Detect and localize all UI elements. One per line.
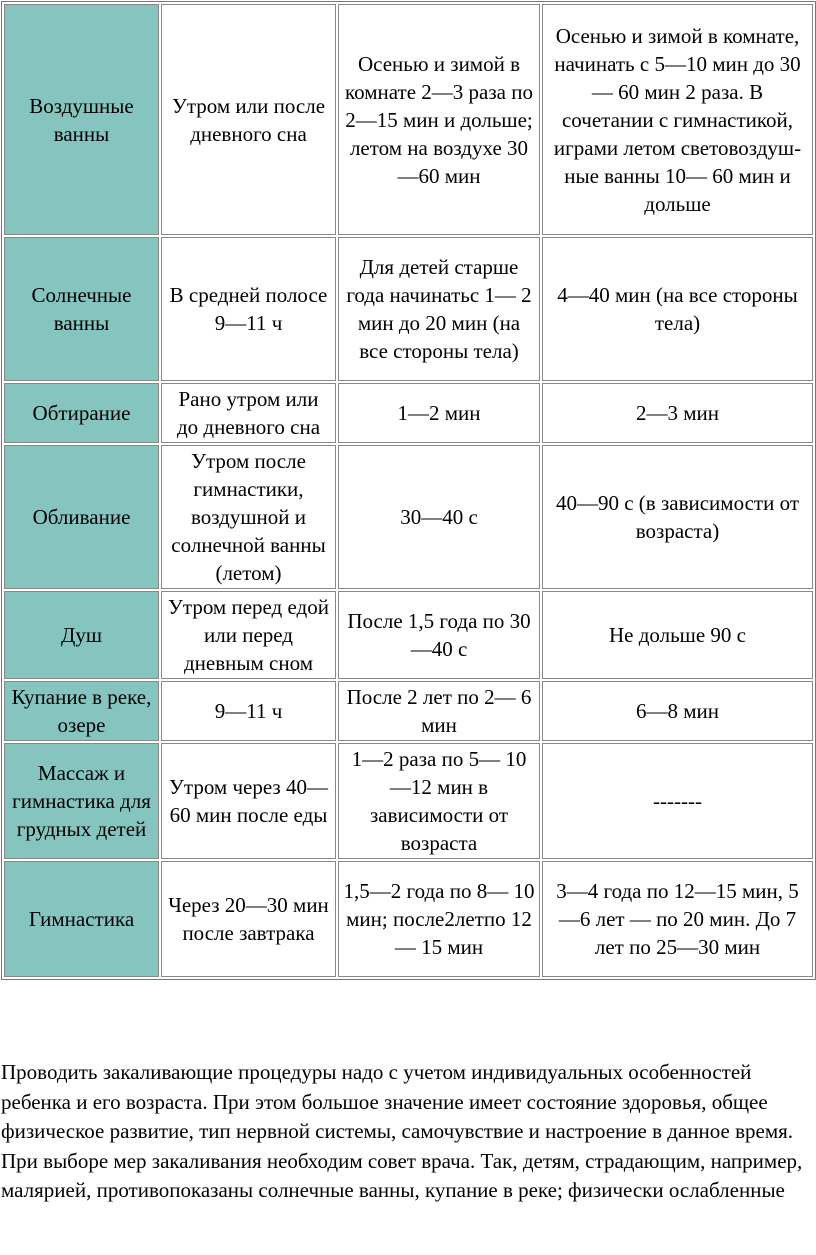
procedure-young-cell: После 1,5 года по 30—40 с xyxy=(338,591,540,679)
procedure-time-cell: Рано утром или до дневного сна xyxy=(161,383,336,443)
procedure-older-cell: 2—3 мин xyxy=(542,383,813,443)
procedure-time-cell: В средней полосе 9—11 ч xyxy=(161,237,336,381)
procedure-name-cell: Воздушные ванны xyxy=(4,4,159,235)
body-text xyxy=(1,1058,813,1206)
table-row xyxy=(4,861,813,977)
table-row xyxy=(4,681,813,741)
table-row xyxy=(4,445,813,589)
table-row xyxy=(4,4,813,235)
procedure-name-cell: Обтирание xyxy=(4,383,159,443)
procedure-older-cell: 4—40 мин (на все стороны тела) xyxy=(542,237,813,381)
procedure-young-cell: Осенью и зимой в комнате 2—3 раза по 2—15 мин и дольше; летом на воздухе 30—60 мин xyxy=(338,4,540,235)
procedure-young-cell: 1—2 раза по 5— 10—12 мин в зависимости от возраста xyxy=(338,743,540,859)
procedure-older-cell: 6—8 мин xyxy=(542,681,813,741)
procedure-young-cell: 1,5—2 года по 8— 10 мин; после2летпо 12— 15 мин xyxy=(338,861,540,977)
procedure-name-cell: Солнечные ванны xyxy=(4,237,159,381)
procedure-older-cell: Не дольше 90 с xyxy=(542,591,813,679)
procedure-time-cell: Через 20—30 мин после завтрака xyxy=(161,861,336,977)
table-row xyxy=(4,743,813,859)
procedure-name-cell: Гимнастика xyxy=(4,861,159,977)
body-paragraph: Проводить закаливающие процедуры надо с учетом индивидуальных особенностей ребенка и его возраста. При этом большое значение имеет состояние здоровья, общее физическое развитие, тип нервной системы, самочувствие и настроение в данное время. При выборе мер закаливания необходим совет врача. Так, детям, страдающим, например, малярией, противопоказаны солнечные ванны, купание в реке; физически ослабленные xyxy=(1,1060,803,1203)
hardening-procedures-table xyxy=(1,1,816,980)
procedure-older-cell: 40—90 с (в зависимости от возраста) xyxy=(542,445,813,589)
procedure-young-cell: Для детей старше года начинатьс 1— 2 мин до 20 мин (на все стороны тела) xyxy=(338,237,540,381)
procedure-name-cell: Массаж и гимнастика для грудных детей xyxy=(4,743,159,859)
procedure-older-cell: 3—4 года по 12—15 мин, 5—6 лет — по 20 мин. До 7 лет по 25—30 мин xyxy=(542,861,813,977)
procedure-time-cell: 9—11 ч xyxy=(161,681,336,741)
procedure-young-cell: 1—2 мин xyxy=(338,383,540,443)
table-row xyxy=(4,383,813,443)
procedure-young-cell: 30—40 с xyxy=(338,445,540,589)
procedure-older-cell: Осенью и зимой в комнате, начинать с 5—10 мин до 30— 60 мин 2 раза. В сочетании с гимнастикой, играми летом световоздуш-ные ванны 10— 60 мин и дольше xyxy=(542,4,813,235)
procedure-time-cell: Утром после гимнастики, воздушной и солнечной ванны (летом) xyxy=(161,445,336,589)
procedure-name-cell: Душ xyxy=(4,591,159,679)
procedure-young-cell: После 2 лет по 2— 6 мин xyxy=(338,681,540,741)
table-row xyxy=(4,237,813,381)
procedure-time-cell: Утром через 40—60 мин после еды xyxy=(161,743,336,859)
procedure-time-cell: Утром или после дневного сна xyxy=(161,4,336,235)
procedure-name-cell: Обливание xyxy=(4,445,159,589)
table-row xyxy=(4,591,813,679)
procedure-name-cell: Купание в реке, озере xyxy=(4,681,159,741)
procedure-time-cell: Утром перед едой или перед дневным сном xyxy=(161,591,336,679)
procedure-older-cell: ------- xyxy=(542,743,813,859)
